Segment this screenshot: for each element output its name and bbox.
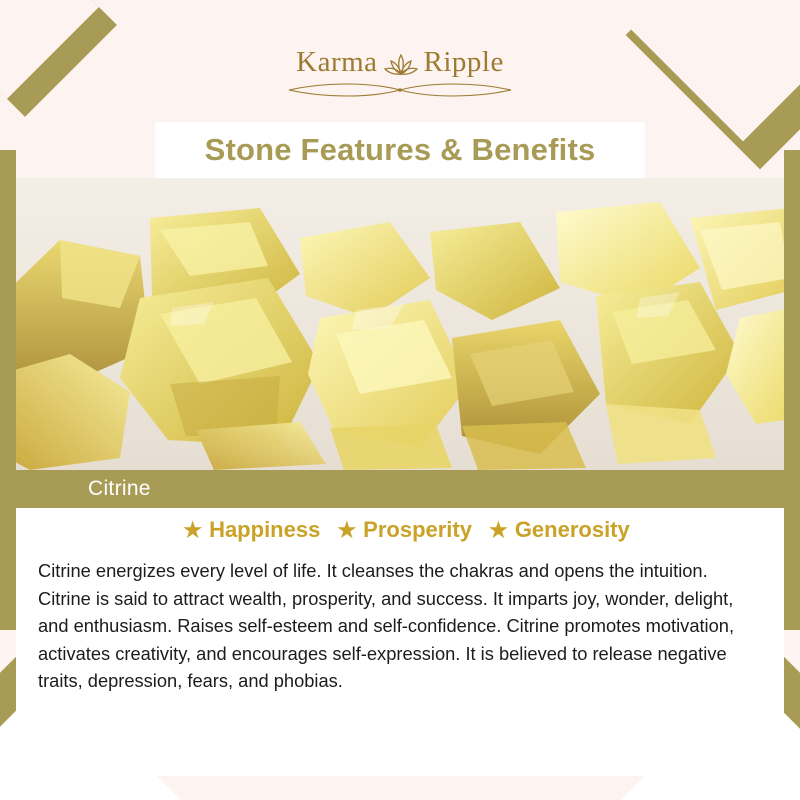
stone-name: Citrine	[88, 477, 151, 500]
benefit-item	[170, 517, 320, 543]
benefit-label: Happiness	[209, 517, 321, 542]
star-icon: ★	[488, 518, 508, 542]
benefit-item	[324, 517, 472, 543]
page-title-banner	[155, 122, 645, 178]
benefit-label: Prosperity	[363, 517, 472, 542]
brand-logo	[0, 46, 800, 98]
brand-name-right: Ripple	[423, 46, 504, 78]
brand-name-left: Karma	[296, 46, 378, 78]
benefits-list	[16, 508, 784, 543]
star-icon: ★	[337, 518, 357, 542]
stone-name-bar	[16, 470, 784, 508]
brand-name	[296, 46, 504, 79]
edge-strip-right	[784, 150, 800, 630]
stone-description: Citrine energizes every level of life. It cleanses the chakras and opens the intuition. Citrine is said to attract wealth, prosperity, and success. It imparts joy, wonder, delight, and enthusiasm. Raises self-esteem and self-confidence. Citrine promotes motivation, activates creativity, and encourages self-expression. It is believed to release negative traits, depression, fears, and phobias.	[38, 560, 735, 691]
star-icon: ★	[183, 518, 203, 542]
benefit-item	[476, 517, 630, 543]
rough-citrine-stones-photo	[0, 178, 800, 470]
lotus-icon	[384, 52, 418, 78]
page-title: Stone Features & Benefits	[204, 132, 596, 167]
flourish-divider-icon	[285, 82, 515, 98]
edge-strip-left	[0, 150, 16, 630]
benefit-label: Generosity	[514, 517, 630, 542]
stone-info-card	[16, 508, 784, 776]
